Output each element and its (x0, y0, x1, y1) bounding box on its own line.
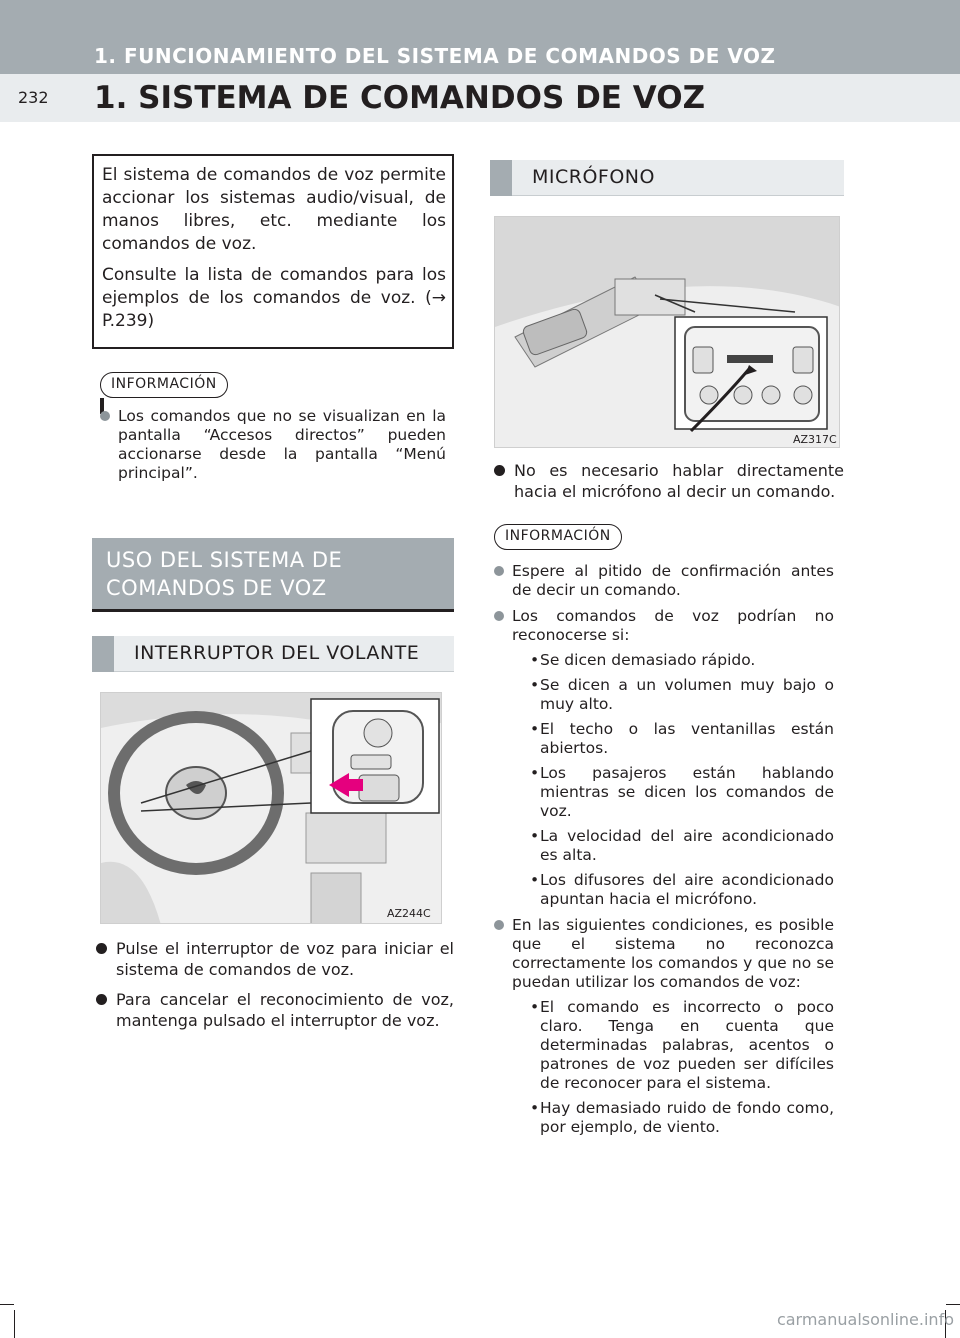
sub-list-item: • La velocidad del aire acondicionado es alta. (530, 827, 834, 864)
sub-list-item: • Se dicen a un volumen muy bajo o muy alto. (530, 676, 834, 713)
page-header (0, 0, 960, 122)
sub-list-item: • El comando es incorrecto o poco claro. Tenga en cuenta que determinadas palabras, acentos o patrones de voz pueden ser difíciles de reconocer para el sistema. (530, 998, 834, 1092)
intro-paragraph-reference: Consulte la lista de comandos para los ejemplos de los comandos de voz. (→ P.239) (102, 265, 446, 331)
list-item: Espere al pitido de confirmación antes de decir un comando. (494, 562, 834, 600)
intro-paragraph: El sistema de comandos de voz permite accionar los sistemas audio/visual, de manos libres, etc. mediante los comandos de voz. (102, 165, 446, 254)
sub-list-item: • Se dicen demasiado rápido. (530, 651, 756, 669)
microphone-drawing (495, 217, 840, 448)
page-number: 232 (18, 88, 49, 107)
list-item: Los comandos de voz podrían no reconocerse si: • Se dicen demasiado rápido. • Se dicen a un volumen muy bajo o muy alto. • El techo o las ventanillas están abiertos. • Los pasajeros están hablando mientras se dicen los comandos de voz. • La velocidad del aire acondicionado es alta. • Los difusores del aire acondicionado apuntan hacia el micrófono. (494, 607, 834, 909)
steering-wheel-illustration (100, 692, 442, 924)
list-item: En las siguientes condiciones, es posible que el sistema no reconozca correctamente los comandos y que no se puedan utilizar los comandos de voz: • El comando es incorrecto o poco claro. Tenga en cuenta que determinadas palabras, acentos o patrones de voz pueden ser difíciles de reconocer para el sistema. • Hay demasiado ruido de fondo como, por ejemplo, de viento. (494, 916, 834, 1137)
steering-switch-heading-text: INTERRUPTOR DEL VOLANTE (134, 642, 420, 664)
bullet-icon (96, 943, 107, 954)
bullet-icon (494, 566, 504, 576)
watermark: carmanualsonline.info (776, 1310, 954, 1329)
crop-mark (946, 1304, 960, 1305)
microphone-instructions (494, 460, 844, 511)
heading-marker (490, 160, 512, 196)
bullet-icon (494, 920, 504, 930)
steering-instructions (96, 938, 454, 1040)
sub-list-item: • Los difusores del aire acondicionado apuntan hacia el micrófono. (530, 871, 834, 908)
list-item: Los comandos que no se visualizan en la pantalla “Accesos directos” pueden accionarse desde la pantalla “Menú principal”. (100, 407, 446, 483)
bullet-icon (494, 465, 505, 476)
crop-mark (14, 1310, 15, 1338)
steering-switch-heading (92, 636, 454, 672)
usage-heading: USO DEL SISTEMA DE COMANDOS DE VOZ (92, 538, 454, 612)
list-item: No es necesario hablar directamente hacia el micrófono al decir un comando. (494, 460, 844, 502)
steering-wheel-drawing (101, 693, 442, 924)
right-info-list (494, 562, 834, 1144)
heading-marker (92, 636, 114, 672)
photo-code: AZ317C (793, 433, 837, 446)
intro-box (92, 154, 454, 349)
left-info-list (100, 407, 446, 490)
microphone-heading (490, 160, 844, 196)
section-title: 1. FUNCIONAMIENTO DEL SISTEMA DE COMANDOS DE VOZ (94, 44, 776, 68)
bullet-icon (96, 994, 107, 1005)
bullet-icon (494, 611, 504, 621)
bullet-icon (100, 411, 110, 421)
info-label: INFORMACIÓN (100, 372, 228, 398)
microphone-illustration (494, 216, 840, 448)
chapter-title: 1. SISTEMA DE COMANDOS DE VOZ (94, 80, 706, 116)
sub-list-item: • Hay demasiado ruido de fondo como, por ejemplo, de viento. (530, 1099, 834, 1136)
photo-code: AZ244C (387, 907, 431, 920)
list-item: Pulse el interruptor de voz para iniciar el sistema de comandos de voz. (96, 938, 454, 980)
list-item: Para cancelar el reconocimiento de voz, mantenga pulsado el interruptor de voz. (96, 989, 454, 1031)
sub-list-item: • El techo o las ventanillas están abiertos. (530, 720, 834, 757)
crop-mark (0, 1304, 14, 1305)
microphone-heading-text: MICRÓFONO (532, 166, 655, 188)
info-label: INFORMACIÓN (494, 524, 622, 550)
sub-list-item: • Los pasajeros están hablando mientras se dicen los comandos de voz. (530, 764, 834, 820)
